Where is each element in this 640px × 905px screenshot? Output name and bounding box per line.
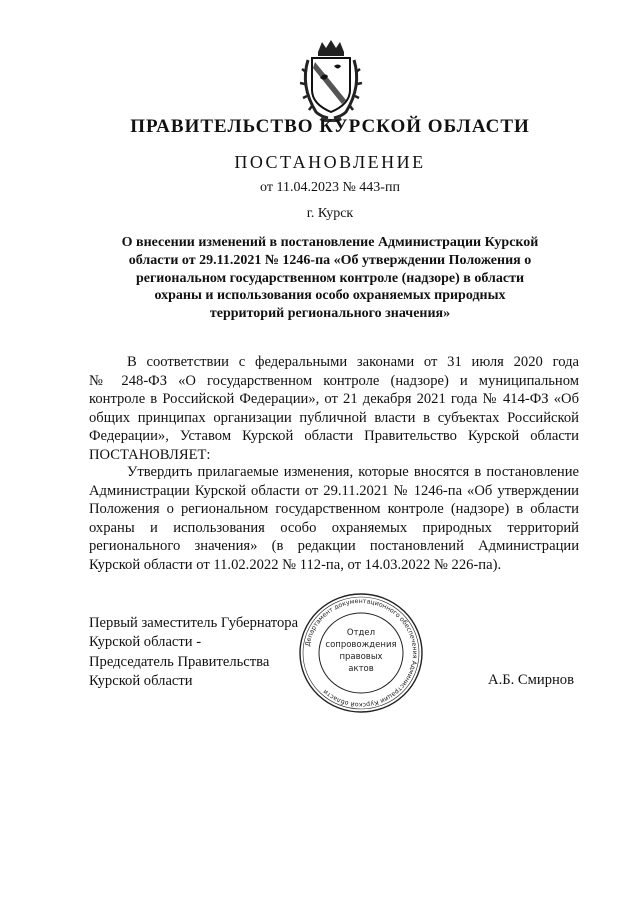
subject-line: региональном государственном контроле (надзоре) в области — [135, 270, 525, 286]
stamp-line: правовых — [339, 652, 383, 662]
paragraph-line: Администрации Курской области от 29.11.2021 № 1246-па «Об утверждении — [89, 482, 579, 499]
signatory-position — [89, 614, 298, 692]
paragraph-line: ПОСТАНОВЛЯЕТ: — [89, 446, 211, 463]
subject-line: территорий регионального значения» — [209, 306, 451, 322]
paragraph-line: регионального значения» (в редакции постановлений Администрации — [89, 538, 579, 555]
subject-line: охраны и использования особо охраняемых природных — [154, 288, 506, 304]
stamp-line: сопровождения — [325, 640, 397, 650]
signatory-name: А.Б. Смирнов — [488, 672, 574, 688]
date-and-number: от 11.04.2023 № 443-пп — [260, 180, 400, 195]
subject-line: О внесении изменений в постановление Администрации Курской — [121, 235, 539, 250]
stamp-line: актов — [348, 664, 374, 674]
paragraph-line: В соответствии с федеральными законами от 31 июля 2020 года — [127, 354, 579, 370]
stamp-line: Отдел — [346, 628, 376, 638]
position-line: Первый заместитель Губернатора — [89, 615, 299, 631]
subject-line: области от 29.11.2021 № 1246-па «Об утверждении Положения о — [128, 252, 532, 268]
paragraph-line: охраны и использования особо охраняемых природных территорий — [89, 519, 579, 536]
stamp-ring-text: Департамент документационного обеспечения Администрации Курской области — [304, 597, 419, 709]
position-line: Курской области — [89, 673, 193, 690]
document-subject — [85, 234, 575, 323]
paragraph-line: Федерации», Уставом Курской области Правительство Курской области — [89, 428, 579, 445]
position-line: Председатель Правительства — [89, 653, 270, 670]
paragraph-line: Курской области от 11.02.2022 № 112-па, от 14.03.2022 № 226-па). — [89, 556, 502, 573]
resolution-paragraph — [89, 463, 579, 575]
document-type: ПОСТАНОВЛЕНИЕ — [234, 152, 426, 172]
paragraph-line: Положения о региональном государственном контроле (надзоре) в области — [89, 501, 579, 518]
paragraph-line: Утвердить прилагаемые изменения, которые вносятся в постановление — [127, 464, 579, 480]
position-line: Курской области - — [89, 634, 202, 651]
government-title: ПРАВИТЕЛЬСТВО КУРСКОЙ ОБЛАСТИ — [130, 116, 530, 137]
paragraph-line: общих принципах организации публичной власти в субъектах Российской — [89, 409, 579, 426]
paragraph-line: контроле в Российской Федерации», от 21 декабря 2021 года № 414-ФЗ «Об — [89, 391, 579, 408]
official-stamp — [297, 590, 425, 716]
preamble-paragraph — [89, 353, 579, 465]
city: г. Курск — [306, 206, 354, 221]
paragraph-line: № 248-ФЗ «О государственном контроле (надзоре) и муниципальном — [89, 372, 579, 389]
coat-of-arms-emblem — [298, 38, 364, 122]
